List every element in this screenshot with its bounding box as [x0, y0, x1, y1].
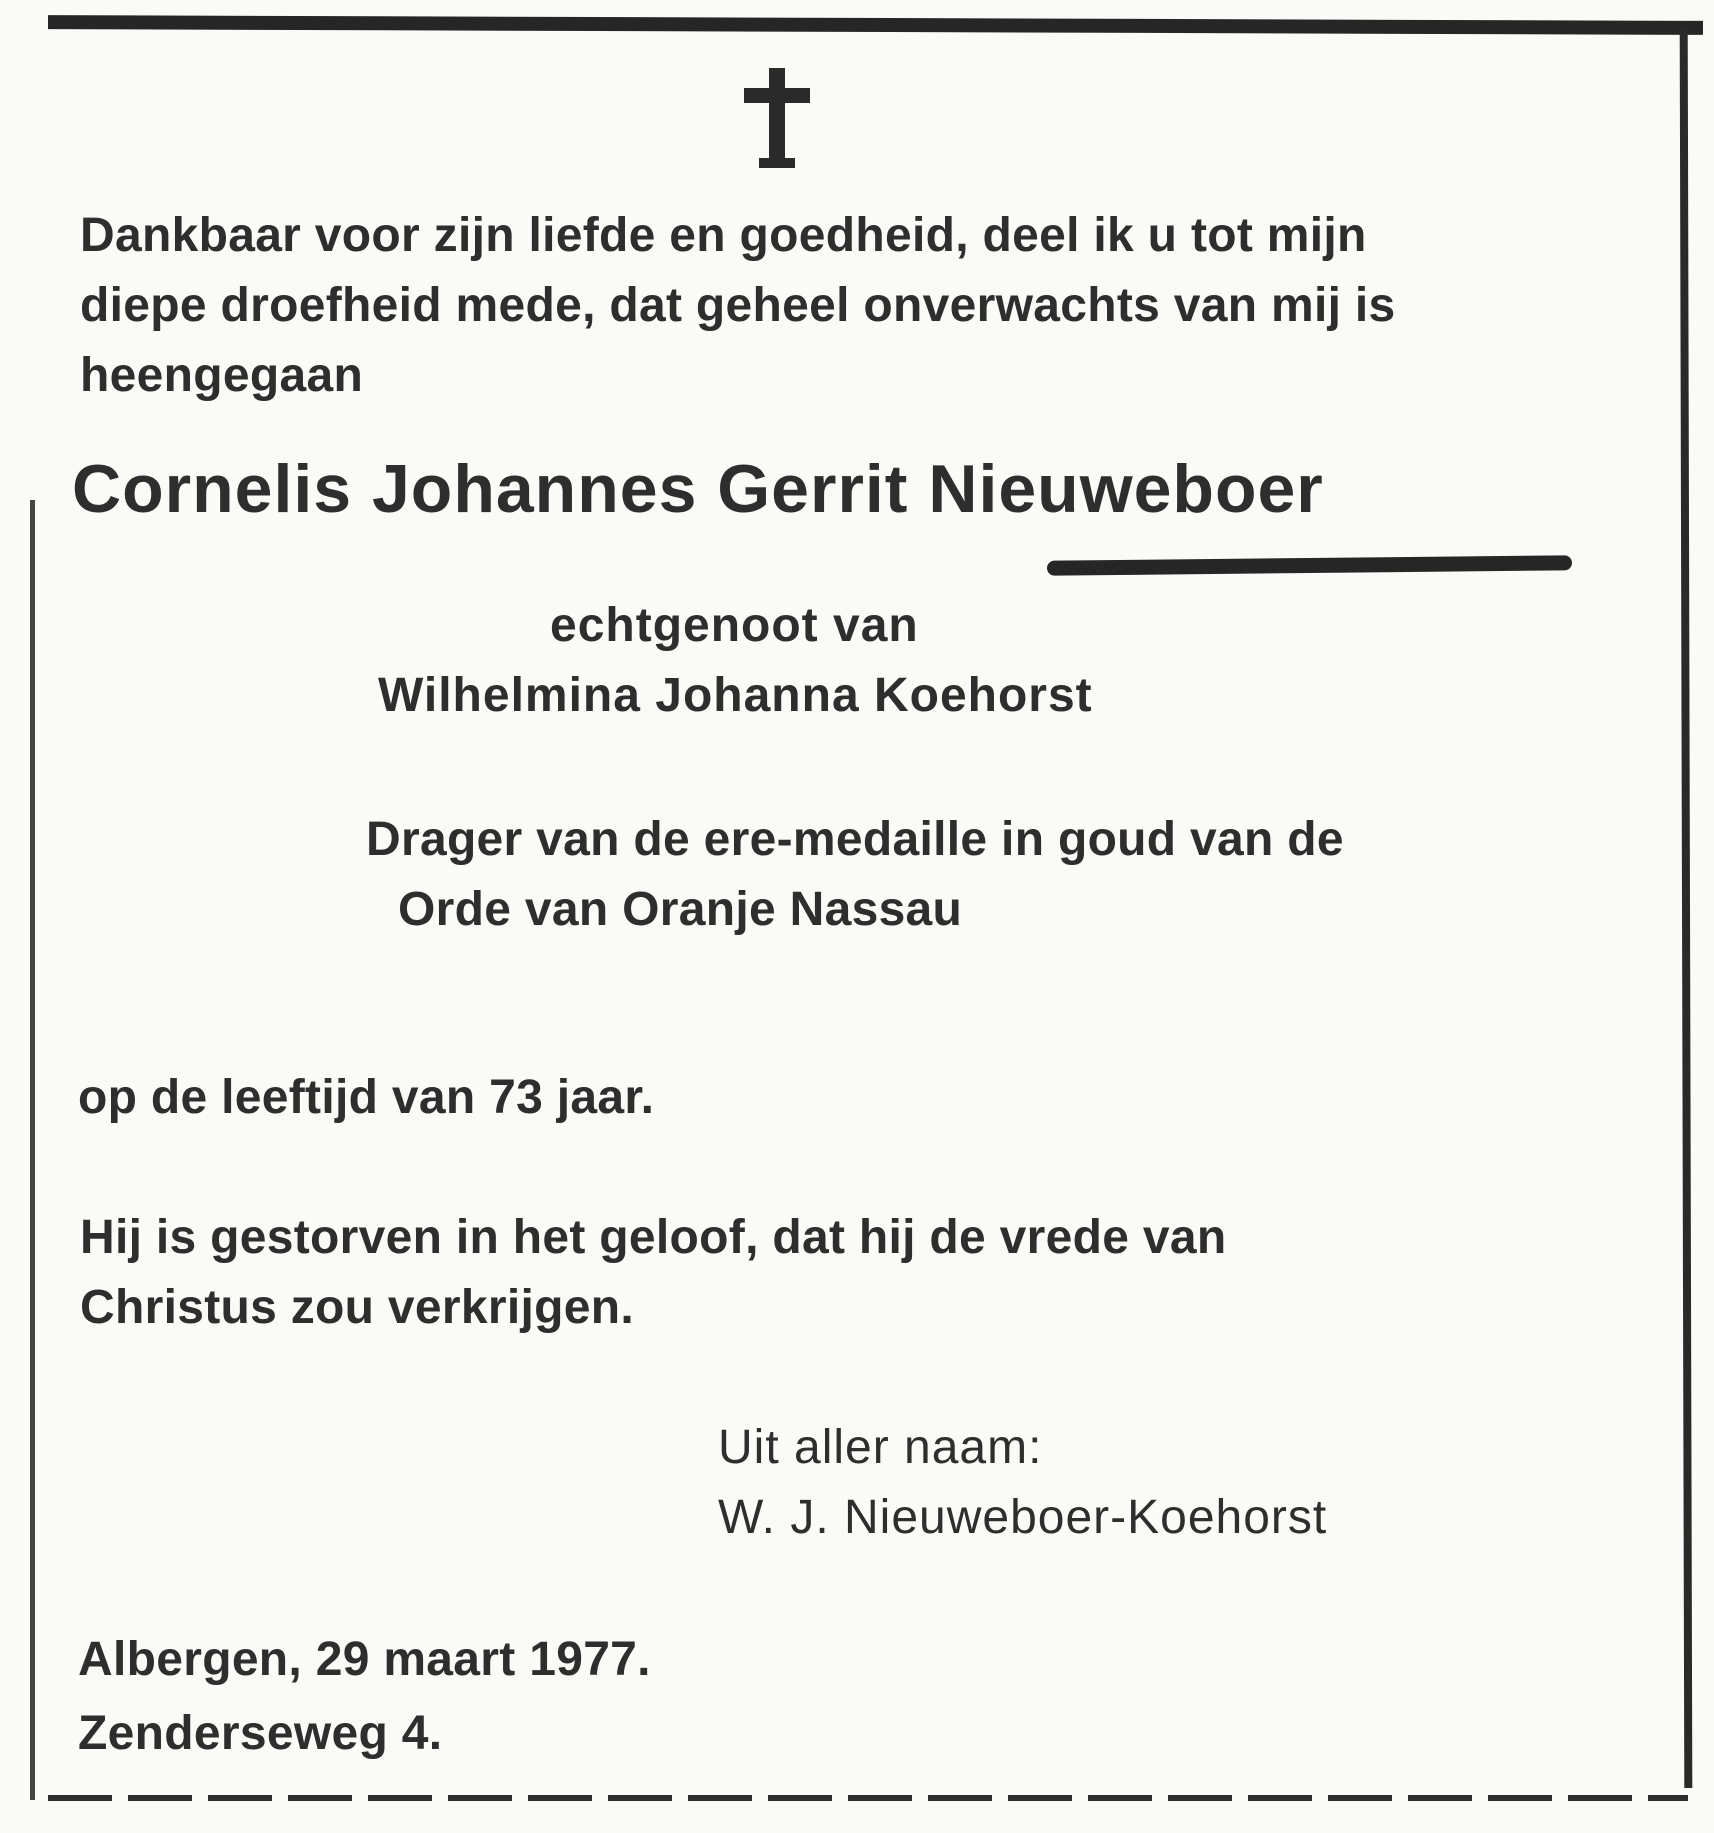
faith-line-1: Hij is gestorven in het geloof, dat hij de vrede van — [80, 1211, 1227, 1264]
border-left — [30, 500, 35, 1800]
signature-prefix: Uit aller naam: — [718, 1421, 1043, 1474]
honor-line-1: Drager van de ere-medaille in goud van de — [366, 813, 1344, 866]
intro-line-3: heengegaan — [80, 349, 364, 402]
honor-line-2: Orde van Oranje Nassau — [398, 883, 963, 936]
spouse-name: Wilhelmina Johanna Koehorst — [378, 669, 1093, 722]
name-underline — [1047, 555, 1572, 575]
intro-line-1: Dankbaar voor zijn liefde en goedheid, deel ik u tot mijn — [80, 209, 1367, 262]
deceased-name: Cornelis Johannes Gerrit Nieuweboer — [72, 451, 1324, 527]
spouse-label: echtgenoot van — [550, 599, 919, 652]
age-line: op de leeftijd van 73 jaar. — [78, 1071, 655, 1124]
border-right — [1680, 28, 1693, 1788]
cross-icon — [742, 68, 812, 168]
border-top — [48, 15, 1703, 35]
border-bottom-dashed — [48, 1795, 1688, 1801]
faith-line-2: Christus zou verkrijgen. — [80, 1281, 634, 1334]
address: Zenderseweg 4. — [78, 1707, 443, 1760]
signature-name: W. J. Nieuweboer-Koehorst — [718, 1491, 1328, 1544]
place-date: Albergen, 29 maart 1977. — [78, 1633, 651, 1686]
intro-line-2: diepe droefheid mede, dat geheel onverwachts van mij is — [80, 279, 1396, 332]
